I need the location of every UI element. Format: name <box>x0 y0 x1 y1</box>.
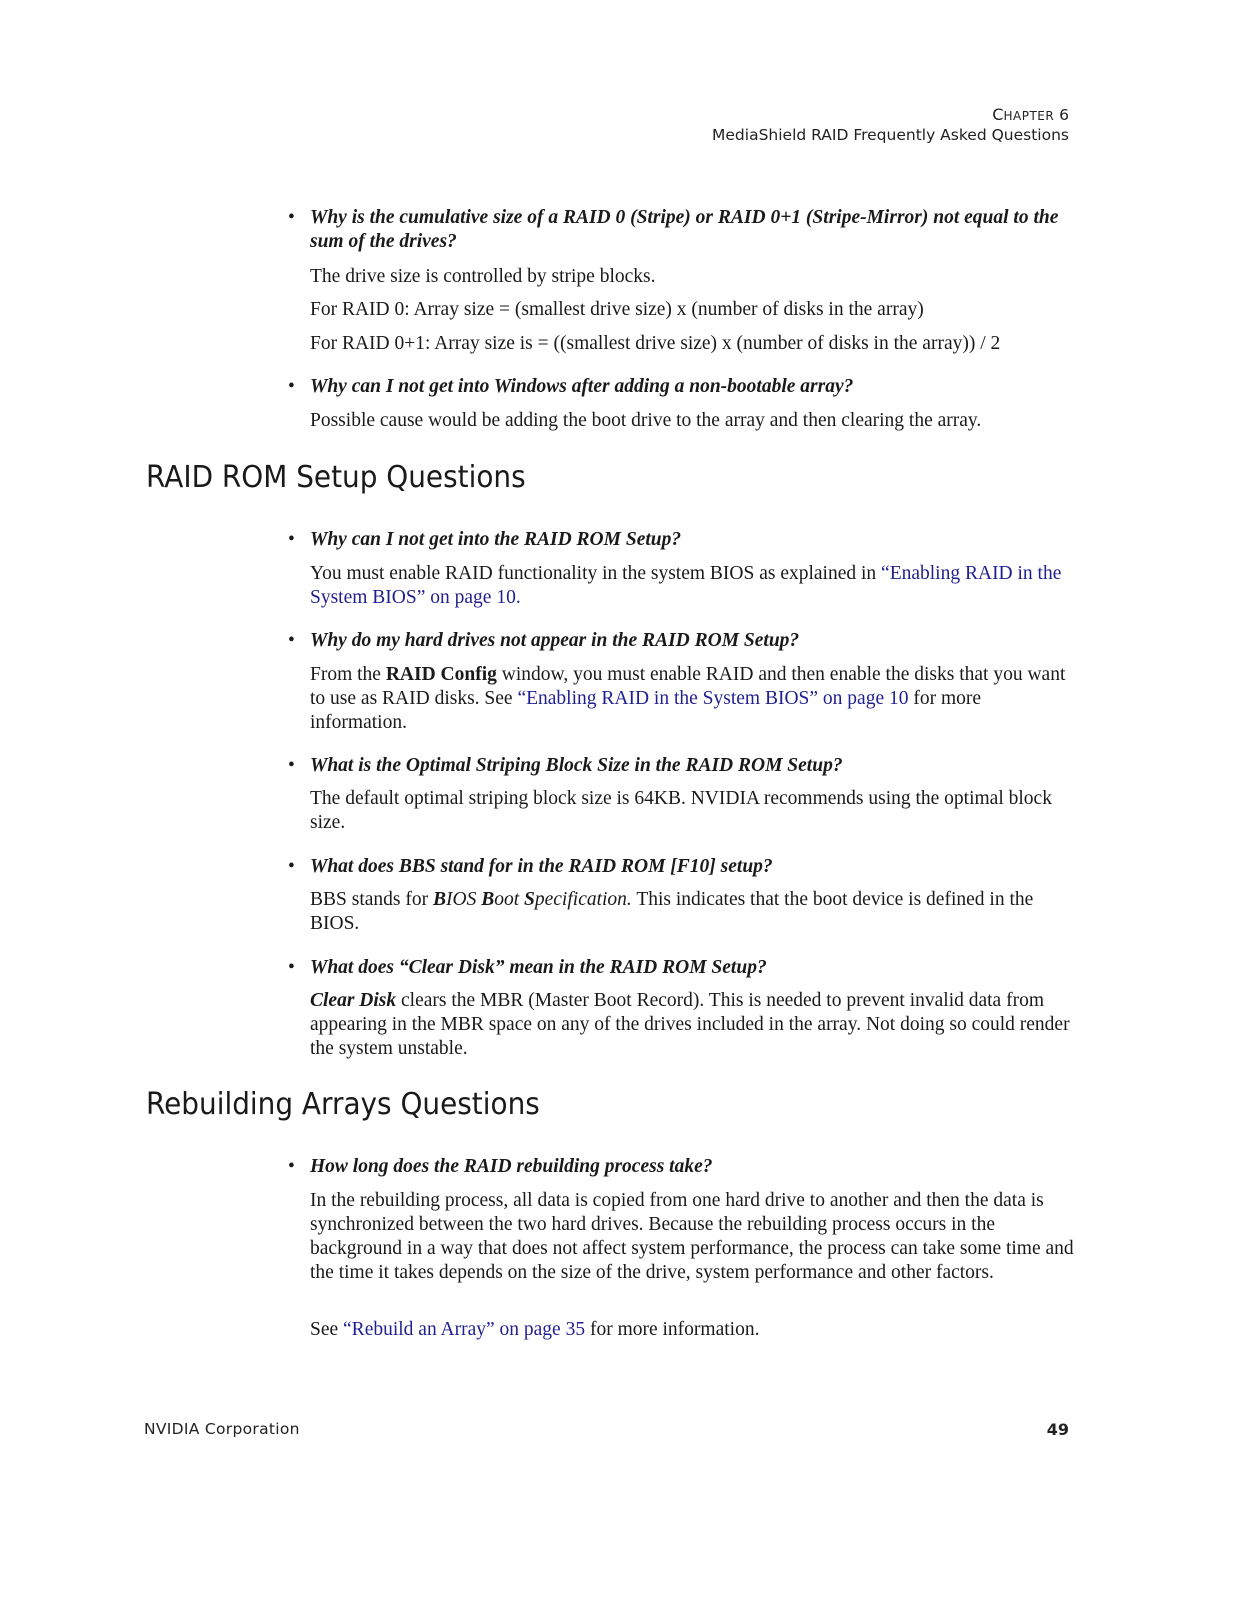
bullet: • <box>288 856 295 877</box>
faq-item <box>288 206 1080 254</box>
faq-answer: You must enable RAID functionality in the system BIOS as explained in “Enabling RAID in the System BIOS” on page 10. <box>310 563 1062 608</box>
faq-answer: The default optimal striping block size is 64KB. NVIDIA recommends using the optimal block size. <box>310 788 1052 833</box>
faq-answer: Possible cause would be adding the boot drive to the array and then clearing the array. <box>310 410 982 431</box>
faq-answer: See “Rebuild an Array” on page 35 for more information. <box>310 1319 760 1340</box>
faq-question: • What does BBS stand for in the RAID ROM [F10] setup? <box>288 856 773 877</box>
bullet: • <box>288 376 295 397</box>
faq-question: • Why is the cumulative size of a RAID 0 (Stripe) or RAID 0+1 (Stripe-Mirror) not equal to the sum of the drives? <box>288 207 1059 252</box>
faq-question: • What does “Clear Disk” mean in the RAID ROM Setup? <box>288 957 767 978</box>
faq-answer: For RAID 0+1: Array size is = ((smallest drive size) x (number of disks in the array)) / 2 <box>310 333 1001 354</box>
faq-question: • What is the Optimal Striping Block Size in the RAID ROM Setup? <box>288 755 843 776</box>
faq-answer: BBS stands for BIOS Boot Specification. This indicates that the boot device is defined in the BIOS. <box>310 889 1034 934</box>
faq-question: • How long does the RAID rebuilding process take? <box>288 1156 713 1177</box>
faq-item <box>288 375 1080 399</box>
faq-answer: In the rebuilding process, all data is copied from one hard drive to another and then the data is synchronized between the two hard drives. Because the rebuilding process occurs in the background in a way that does not affect system performance, the process can take some time and the time it takes depends on the size of the drive, system performance and other factors. <box>310 1190 1074 1283</box>
chapter-label: CHAPTER 6 <box>992 105 1069 124</box>
section-title-rebuilding: Rebuilding Arrays Questions <box>146 1087 540 1122</box>
faq-answer: For RAID 0: Array size = (smallest drive size) x (number of disks in the array) <box>310 299 924 320</box>
faq-answer: Clear Disk clears the MBR (Master Boot Record). This is needed to prevent invalid data from appearing in the MBR space on any of the drives included in the array. Not doing so could render the system unstable. <box>310 990 1070 1059</box>
faq-item <box>288 855 1080 879</box>
faq-question: • Why can I not get into the RAID ROM Setup? <box>288 529 682 550</box>
page-header <box>712 105 1069 145</box>
faq-item <box>288 528 1080 552</box>
faq-item <box>288 956 1080 980</box>
faq-item <box>288 629 1080 653</box>
bullet: • <box>288 630 295 651</box>
bullet: • <box>288 529 295 550</box>
section-title-raid-rom: RAID ROM Setup Questions <box>146 460 526 495</box>
chapter-subtitle: MediaShield RAID Frequently Asked Questions <box>712 126 1069 144</box>
faq-question: • Why do my hard drives not appear in the RAID ROM Setup? <box>288 630 800 651</box>
bullet: • <box>288 957 295 978</box>
page-number: 49 <box>1046 1420 1069 1439</box>
faq-question: • Why can I not get into Windows after adding a non-bootable array? <box>288 376 854 397</box>
cross-reference-link[interactable]: “Enabling RAID in the System BIOS” on page 10 <box>517 688 909 709</box>
cross-reference-link[interactable]: “Rebuild an Array” on page 35 <box>343 1319 586 1340</box>
bullet: • <box>288 1156 295 1177</box>
bullet: • <box>288 207 295 228</box>
cross-reference-link[interactable]: “Enabling RAID in the System BIOS” on page 10. <box>310 563 1062 608</box>
bullet: • <box>288 755 295 776</box>
faq-answer: From the RAID Config window, you must enable RAID and then enable the disks that you want to use as RAID disks. See “Enabling RAID in the System BIOS” on page 10 for more information. <box>310 664 1066 733</box>
faq-item <box>288 1155 1080 1179</box>
faq-answer: The drive size is controlled by stripe blocks. <box>310 266 656 287</box>
faq-item <box>288 754 1080 778</box>
footer-company: NVIDIA Corporation <box>144 1420 300 1438</box>
